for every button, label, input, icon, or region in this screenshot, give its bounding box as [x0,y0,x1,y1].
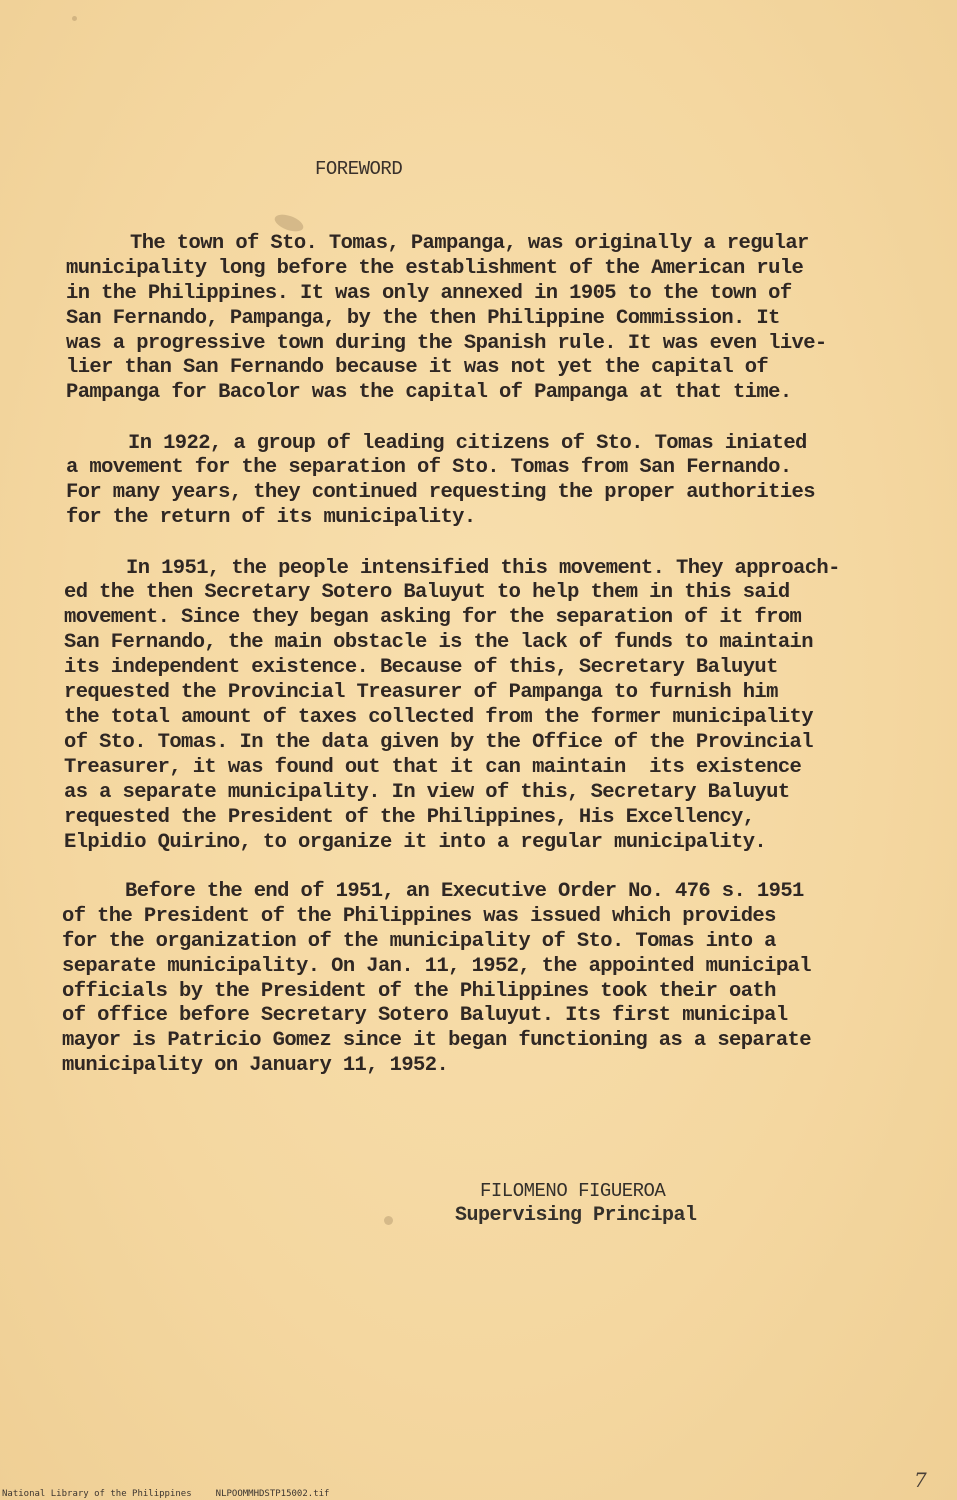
text-line: San Fernando, Pampanga, by the then Philippine Commission. It [66,307,780,330]
file-name: NLPOOMMHDSTP15002.tif [215,1489,330,1499]
text-line: requested the Provincial Treasurer of Pampanga to furnish him [64,681,778,704]
text-line: Before the end of 1951, an Executive Order No. 476 s. 1951 [125,880,804,903]
page-title: FOREWORD [315,158,403,180]
text-line: lier than San Fernando because it was not yet the capital of [66,356,769,379]
text-line: its independent existence. Because of this, Secretary Baluyut [64,656,778,679]
signatory-name: FILOMENO FIGUEROA [480,1180,666,1202]
text-line: For many years, they continued requesting the proper authorities [66,481,815,504]
text-line: San Fernando, the main obstacle is the lack of funds to maintain [64,631,813,654]
text-line: was a progressive town during the Spanish rule. It was even live- [66,332,827,355]
text-line: municipality on January 11, 1952. [62,1054,449,1077]
page-number-mark: 7 [914,1468,927,1492]
text-line: ed the then Secretary Sotero Baluyut to help them in this said [64,581,790,604]
text-line: In 1951, the people intensified this movement. They approach- [126,557,840,580]
text-line: of Sto. Tomas. In the data given by the Office of the Provincial [64,731,813,754]
text-line: the total amount of taxes collected from the former municipality [64,706,813,729]
text-line: The town of Sto. Tomas, Pampanga, was originally a regular [130,232,809,255]
text-line: requested the President of the Philippines, His Excellency, [64,806,755,829]
text-line: officials by the President of the Philippines took their oath [62,980,776,1003]
text-line: of office before Secretary Sotero Baluyut. Its first municipal [62,1004,788,1027]
text-line: for the organization of the municipality of Sto. Tomas into a [62,930,776,953]
text-line: a movement for the separation of Sto. Tomas from San Fernando. [66,456,792,479]
text-line: municipality long before the establishment of the American rule [66,257,804,280]
scan-footer [2,1489,353,1499]
paper-spot [72,16,77,21]
text-line: of the President of the Philippines was issued which provides [62,905,776,928]
text-line: for the return of its municipality. [66,506,476,529]
paper-spot [384,1216,393,1225]
text-line: In 1922, a group of leading citizens of Sto. Tomas iniated [128,432,807,455]
text-line: Elpidio Quirino, to organize it into a regular municipality. [64,831,767,854]
text-line: mayor is Patricio Gomez since it began functioning as a separate [62,1029,811,1052]
text-line: separate municipality. On Jan. 11, 1952, the appointed municipal [62,955,811,978]
signatory-position: Supervising Principal [455,1204,697,1227]
text-line: as a separate municipality. In view of this, Secretary Baluyut [64,781,790,804]
text-line: movement. Since they began asking for the separation of it from [64,606,802,629]
text-line: in the Philippines. It was only annexed in 1905 to the town of [66,282,792,305]
text-line: Treasurer, it was found out that it can maintain its existence [64,756,802,779]
library-name: National Library of the Philippines [2,1489,192,1499]
text-line: Pampanga for Bacolor was the capital of Pampanga at that time. [66,381,792,404]
